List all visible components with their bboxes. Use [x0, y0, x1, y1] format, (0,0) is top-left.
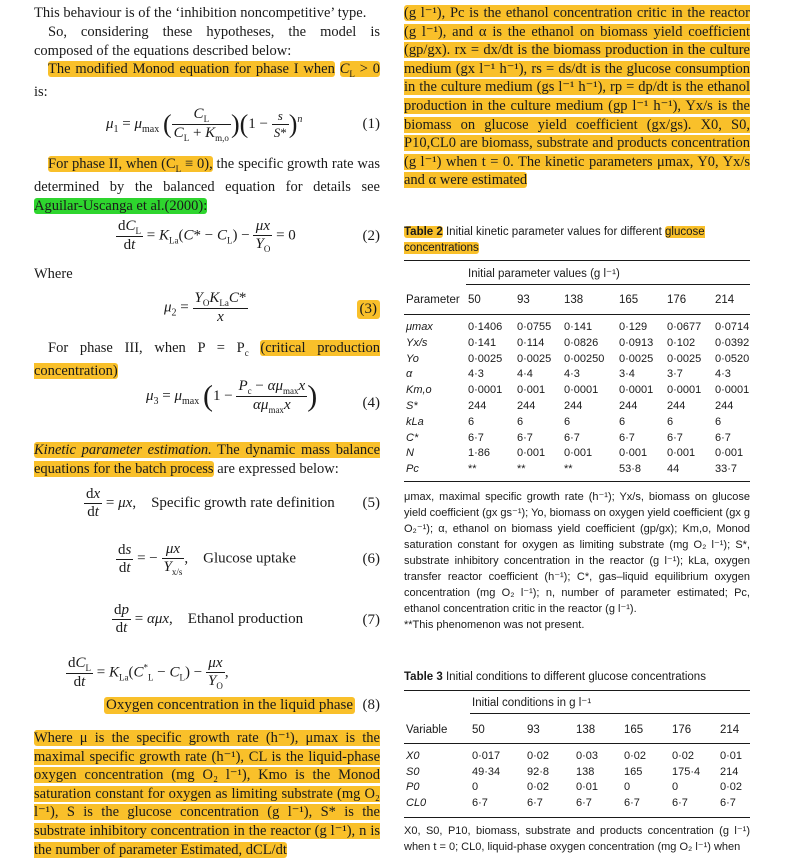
table-cell: 6·7	[472, 796, 488, 809]
table-row	[404, 432, 750, 448]
equation-1: $\mu_1 = \mu_{max}$ ( $\frac{C_L}{C_L + K_{m,o}}$ )(1 − $\frac{s}{S*}$ )$^n$	[106, 106, 303, 143]
table-cell: 6	[667, 415, 674, 428]
column-header: 176	[667, 294, 687, 306]
row-label: C*	[406, 431, 419, 444]
table-cell: 6	[715, 415, 722, 428]
table-cell: 0·0025	[619, 352, 654, 365]
row-label: P0	[406, 781, 420, 793]
table-cell: 0·001	[667, 447, 696, 460]
table-cell: 0·001	[619, 447, 648, 460]
table-cell: 0·017	[472, 750, 501, 762]
table-2-bottom-rule	[404, 481, 750, 482]
table-cell: 3·7	[667, 368, 683, 381]
table-cell: 0·102	[667, 336, 696, 349]
table-cell: 1·86	[468, 447, 491, 460]
column-header: 165	[624, 724, 644, 736]
table-cell: 6·7	[576, 796, 592, 809]
table-cell: **	[564, 463, 573, 476]
table-3-var-header: Variable	[406, 724, 448, 736]
table-cell: 244	[715, 400, 734, 412]
table-3-group-header: Initial conditions in g l⁻¹	[472, 697, 592, 709]
table-3-header-rule	[404, 743, 750, 744]
table-cell: 6·7	[715, 431, 731, 444]
paragraph-inhibition: This behaviour is of the ‘inhibition noncompetitive’ type.	[34, 5, 367, 21]
row-label: μmax	[406, 321, 433, 333]
table-cell: 4·4	[517, 368, 533, 381]
table-row	[404, 384, 750, 400]
table-row	[404, 400, 750, 416]
table-row	[404, 781, 750, 797]
table-cell: 53·8	[619, 463, 642, 476]
table-row	[404, 463, 750, 479]
table-cell: 244	[517, 400, 536, 412]
row-label: Yx/s	[406, 336, 428, 349]
paragraph-model-intro: So, considering these hypotheses, the model is composed of the equations described below:	[34, 24, 380, 59]
table-cell: 0·02	[672, 750, 695, 762]
equation-3-number: (3)	[357, 300, 381, 319]
table-cell: 0·0392	[715, 336, 750, 349]
table-cell: 165	[624, 765, 643, 778]
table-cell: 244	[564, 400, 583, 412]
row-label: Pc	[406, 463, 419, 476]
table-cell: 0·02	[624, 750, 647, 762]
table-cell: 175·4	[672, 765, 701, 778]
equation-7-number: (7)	[362, 612, 380, 628]
table-cell: 0	[624, 781, 631, 793]
table-cell: 6	[564, 415, 571, 428]
column-header: 93	[527, 724, 540, 736]
table-cell: 6·7	[720, 796, 736, 809]
table-cell: 0·001	[517, 384, 546, 397]
table-cell: 6	[517, 415, 524, 428]
table-2-param-header: Parameter	[406, 294, 460, 306]
table-cell: 49·34	[472, 765, 501, 778]
table-cell: 33·7	[715, 463, 738, 476]
table-cell: 0·0755	[517, 321, 552, 333]
table-cell: 0·02	[720, 781, 743, 793]
table-cell: 0·129	[619, 321, 648, 333]
table-2-group-rule	[466, 284, 750, 285]
table-cell: 0·001	[564, 447, 593, 460]
table-2-footnote: μmax, maximal specific growth rate (h⁻¹); Yx/s, biomass on glucose yield coefficient (gx gs⁻¹); Yo, biomass on oxygen yield coefficient (gx g O₂⁻¹); α, ethanol on biomass yield coefficient (gp/gx); Km,o, Monod saturation constant for oxygen as limiting substrate (mg O₂ l⁻¹); S*, substrate inhibitory concentration in the reactor (g l⁻¹); kLa, oxygen transfer reactor coefficient (h⁻¹); C*, gas–liquid equilibrium oxygen concentration (mg O₂ l⁻¹); n, number of parameter estimated; Pc, ethanol concentration critic in the reactor (g l⁻¹). **This phenomenon was not present.	[404, 491, 750, 631]
table-cell: 0·141	[468, 336, 497, 349]
column-header: 50	[472, 724, 485, 736]
table-cell: 44	[667, 463, 680, 476]
column-header: 165	[619, 294, 639, 306]
column-header: 214	[720, 724, 740, 736]
table-2-top-rule	[404, 260, 750, 261]
table-cell: 244	[468, 400, 487, 412]
column-header: 93	[517, 294, 530, 306]
table-3-footnote: X0, S0, P10, biomass, substrate and products concentration (g l⁻¹) when t = 0; CL0, liquid-phase oxygen concentration (mg O₂ l⁻¹) when	[404, 825, 750, 853]
table-row	[404, 447, 750, 463]
table-row	[404, 337, 750, 353]
table-cell: 6·7	[667, 431, 683, 444]
equation-8-number: (8)	[362, 697, 380, 713]
table-cell: 0·0714	[715, 321, 750, 333]
table-cell: 0·01	[576, 781, 599, 793]
equation-5: $\frac{dx}{dt}$ = μx, Specific growth rate definition	[86, 486, 335, 520]
table-cell: 6·7	[527, 796, 543, 809]
table-3-caption: Table 3 Initial conditions to different glucose concentrations	[404, 671, 706, 683]
equation-4-number: (4)	[362, 395, 380, 411]
table-cell: 6	[468, 415, 475, 428]
row-label: α	[406, 368, 413, 381]
table-2-column-headers	[404, 294, 750, 310]
table-cell: 0·0826	[564, 336, 599, 349]
table-cell: 6·7	[624, 796, 640, 809]
row-label: N	[406, 447, 414, 460]
table-row	[404, 797, 750, 813]
row-label: Km,o	[406, 384, 432, 397]
table-cell: 0·0025	[468, 352, 503, 365]
where-label: Where	[34, 266, 73, 282]
table-2-caption: Table 2 Initial kinetic parameter values for different glucose concentrations	[404, 226, 705, 254]
table-cell: 0·0520	[715, 352, 750, 365]
highlight-phase-1: The modified Monod equation for phase I when	[48, 61, 335, 77]
column-header: 50	[468, 294, 481, 306]
row-label: CL0	[406, 796, 427, 809]
table-cell: 0	[472, 781, 479, 793]
table-cell: 0·0001	[619, 384, 654, 397]
table-cell: 4·3	[715, 368, 731, 381]
table-cell: 214	[720, 765, 739, 778]
equation-5-number: (5)	[362, 495, 380, 511]
table-row	[404, 766, 750, 782]
table-cell: **	[517, 463, 526, 476]
table-cell: 138	[576, 765, 595, 778]
equation-7: $\frac{dp}{dt}$ = αμx, Ethanol production	[114, 602, 304, 636]
paragraph-kinetic-estimation: Kinetic parameter estimation. The dynamic mass balance equations for the batch process are expressed below:	[34, 442, 381, 477]
row-label: X0	[406, 750, 420, 762]
table-cell: 244	[667, 400, 686, 412]
table-cell: 0·02	[527, 750, 550, 762]
table-3-column-headers	[404, 724, 750, 740]
table-cell: 0	[672, 781, 679, 793]
table-cell: 0·001	[715, 447, 744, 460]
table-cell: **	[468, 463, 477, 476]
table-row	[404, 321, 750, 337]
equation-2-number: (2)	[362, 228, 380, 244]
table-cell: 0·1406	[468, 321, 503, 333]
table-row	[404, 416, 750, 432]
row-label: kLa	[406, 415, 424, 428]
equation-1-number: (1)	[362, 116, 380, 132]
table-cell: 0·0025	[667, 352, 702, 365]
citation-aguilar[interactable]: Aguilar-Uscanga et al.(2000):	[34, 198, 208, 215]
table-cell: 0·0001	[715, 384, 750, 397]
table-row	[404, 368, 750, 384]
table-cell: 0·01	[720, 750, 743, 762]
equation-6-number: (6)	[362, 551, 380, 567]
table-cell: 6·7	[672, 796, 688, 809]
table-2-group-header: Initial parameter values (g l⁻¹)	[468, 268, 620, 280]
table-cell: 0·0001	[564, 384, 599, 397]
paragraph-variable-definitions: Where μ is the specific growth rate (h⁻¹), μmax is the maximal specific growth rate (h⁻¹), CL is the liquid-phase oxygen concentration (mg O₂ l⁻¹), Kmo is the Monod saturation constant for oxygen as limiting substrate (mg O₂ l⁻¹), S is the glucose concentration (g l⁻¹), S* is the substrate inhibitory concentration in the reactor (g l⁻¹), n is the number of parameter Estimated, dCL/dt	[34, 730, 380, 858]
table-3-top-rule	[404, 690, 750, 691]
table-cell: 6	[619, 415, 626, 428]
table-2-header-rule	[404, 314, 750, 315]
row-label: S*	[406, 400, 418, 412]
equation-8-label: Oxygen concentration in the liquid phase	[106, 697, 354, 713]
table-cell: 244	[619, 400, 638, 412]
table-cell: 0·0913	[619, 336, 654, 349]
paragraph-phase-3: For phase III, when $P = P_c$ (critical production concentration)	[34, 340, 381, 380]
table-cell: 0·141	[564, 321, 593, 333]
row-label: S0	[406, 765, 420, 778]
table-cell: 6·7	[564, 431, 580, 444]
table-cell: 92·8	[527, 765, 550, 778]
table-cell: 0·0001	[468, 384, 503, 397]
equation-3: $\mu_2$ = $\frac{Y_OK_{La}C*}{x}$	[164, 290, 247, 325]
column-header: 138	[564, 294, 584, 306]
table-cell: 6·7	[468, 431, 484, 444]
paragraph-phase-1: The modified Monod equation for phase I when $C_L > 0$ is:	[34, 61, 381, 101]
paragraph-phase-2: For phase II, when $(C_L \equiv 0)$, the specific growth rate was determined by the balanced equation for details see Aguilar-Uscanga et al.(2000):	[34, 156, 380, 215]
table-cell: 3·4	[619, 368, 635, 381]
table-row	[404, 353, 750, 369]
column-header: 214	[715, 294, 735, 306]
table-cell: 6·7	[619, 431, 635, 444]
table-cell: 0·03	[576, 750, 599, 762]
column-header: 176	[672, 724, 692, 736]
equation-6: $\frac{ds}{dt}$ = − $\frac{\mu x}{Y_{x/s}}$ , Glucose uptake	[118, 541, 297, 577]
table-3-group-rule	[470, 713, 750, 714]
table-cell: 0·00250	[564, 352, 605, 365]
table-cell: 0·0025	[517, 352, 552, 365]
equation-2: $\frac{dC_L}{dt}$ = $K_{La}(C* - C_L)$ − $\frac{\mu x}{Y_O}$ = 0	[118, 218, 296, 254]
table-cell: 0·001	[517, 447, 546, 460]
equation-4: $\mu_3 = \mu_{max}$ (1 − $\frac{P_c - \alpha\mu_{max}x}{\alpha\mu_{max}x}$ )	[146, 378, 318, 415]
table-cell: 4·3	[468, 368, 484, 381]
paragraph-definitions-continued: (g l⁻¹), Pc is the ethanol concentration critic in the reactor (g l⁻¹), and α is the ethanol on biomass yield coefficient (gp/gx). rx = dx/dt is the biomass production in the culture medium (gx l⁻¹ h⁻¹), rs = ds/dt is the glucose consumption in the culture medium (gs l⁻¹ h⁻¹), rp = dp/dt is the ethanol production in the culture medium (gp l⁻¹ h⁻¹), Yx/s is the biomass on glucose yield coefficient (gx/gs). X0, S0, P10,CL0 are biomass, substrate and products concentration (g l⁻¹) when t = 0. The kinetic parameters μmax, Y0, Yx/s and α were estimated	[404, 5, 750, 189]
table-cell: 0·0677	[667, 321, 702, 333]
table-3-bottom-rule	[404, 817, 750, 818]
column-header: 138	[576, 724, 596, 736]
row-label: Yo	[406, 352, 419, 365]
table-cell: 4·3	[564, 368, 580, 381]
table-row	[404, 750, 750, 766]
equation-8: $\frac{dC_L}{dt}$ = $K_{La}(C^*_L - C_L)$ − $\frac{\mu x}{Y_O}$ ,	[68, 655, 229, 691]
table-cell: 6·7	[517, 431, 533, 444]
table-cell: 0·114	[517, 336, 545, 349]
table-cell: 0·0001	[667, 384, 702, 397]
table-cell: 0·02	[527, 781, 550, 793]
